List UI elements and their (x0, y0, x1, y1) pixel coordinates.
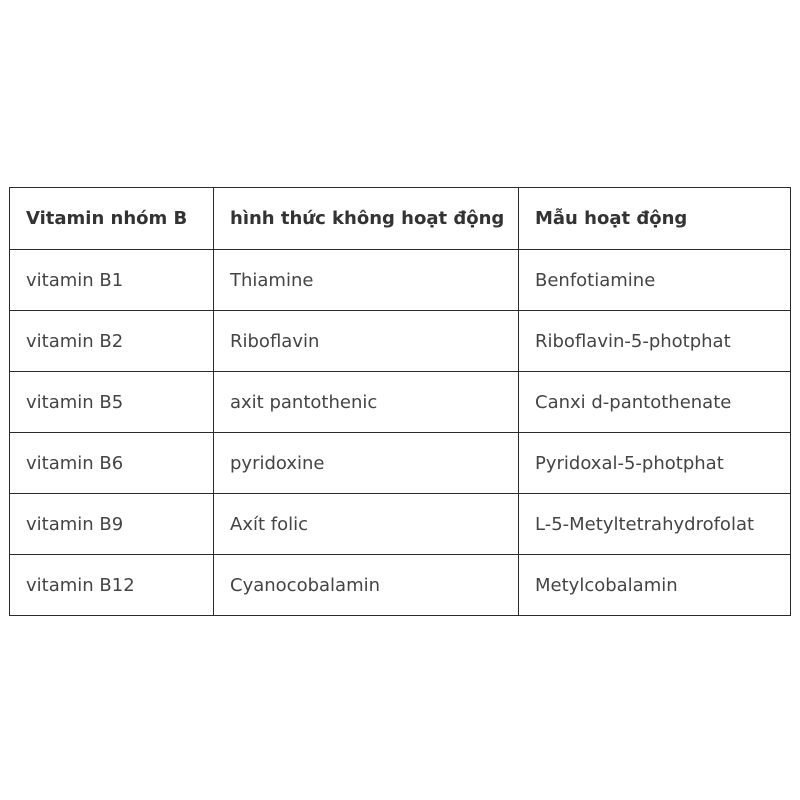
cell-inactive-form: Cyanocobalamin (214, 555, 519, 616)
table-row (10, 494, 791, 555)
cell-active-form: Metylcobalamin (519, 555, 791, 616)
cell-vitamin: vitamin B9 (10, 494, 214, 555)
cell-inactive-form: pyridoxine (214, 433, 519, 494)
header-inactive-form: hình thức không hoạt động (214, 188, 519, 250)
table-row (10, 311, 791, 372)
cell-inactive-form: Riboflavin (214, 311, 519, 372)
cell-inactive-form: Thiamine (214, 250, 519, 311)
cell-vitamin: vitamin B2 (10, 311, 214, 372)
cell-inactive-form: Axít folic (214, 494, 519, 555)
table-row (10, 372, 791, 433)
vitamin-b-table (9, 187, 791, 616)
cell-active-form: Riboflavin-5-photphat (519, 311, 791, 372)
cell-inactive-form: axit pantothenic (214, 372, 519, 433)
cell-vitamin: vitamin B12 (10, 555, 214, 616)
cell-vitamin: vitamin B6 (10, 433, 214, 494)
cell-vitamin: vitamin B1 (10, 250, 214, 311)
cell-active-form: Benfotiamine (519, 250, 791, 311)
header-active-form: Mẫu hoạt động (519, 188, 791, 250)
cell-active-form: L-5-Metyltetrahydrofolat (519, 494, 791, 555)
table-row (10, 433, 791, 494)
table-row (10, 250, 791, 311)
cell-active-form: Pyridoxal-5-photphat (519, 433, 791, 494)
header-vitamin-group: Vitamin nhóm B (10, 188, 214, 250)
table-row (10, 555, 791, 616)
cell-active-form: Canxi d-pantothenate (519, 372, 791, 433)
table-header-row (10, 188, 791, 250)
cell-vitamin: vitamin B5 (10, 372, 214, 433)
vitamin-table-container (9, 187, 790, 616)
